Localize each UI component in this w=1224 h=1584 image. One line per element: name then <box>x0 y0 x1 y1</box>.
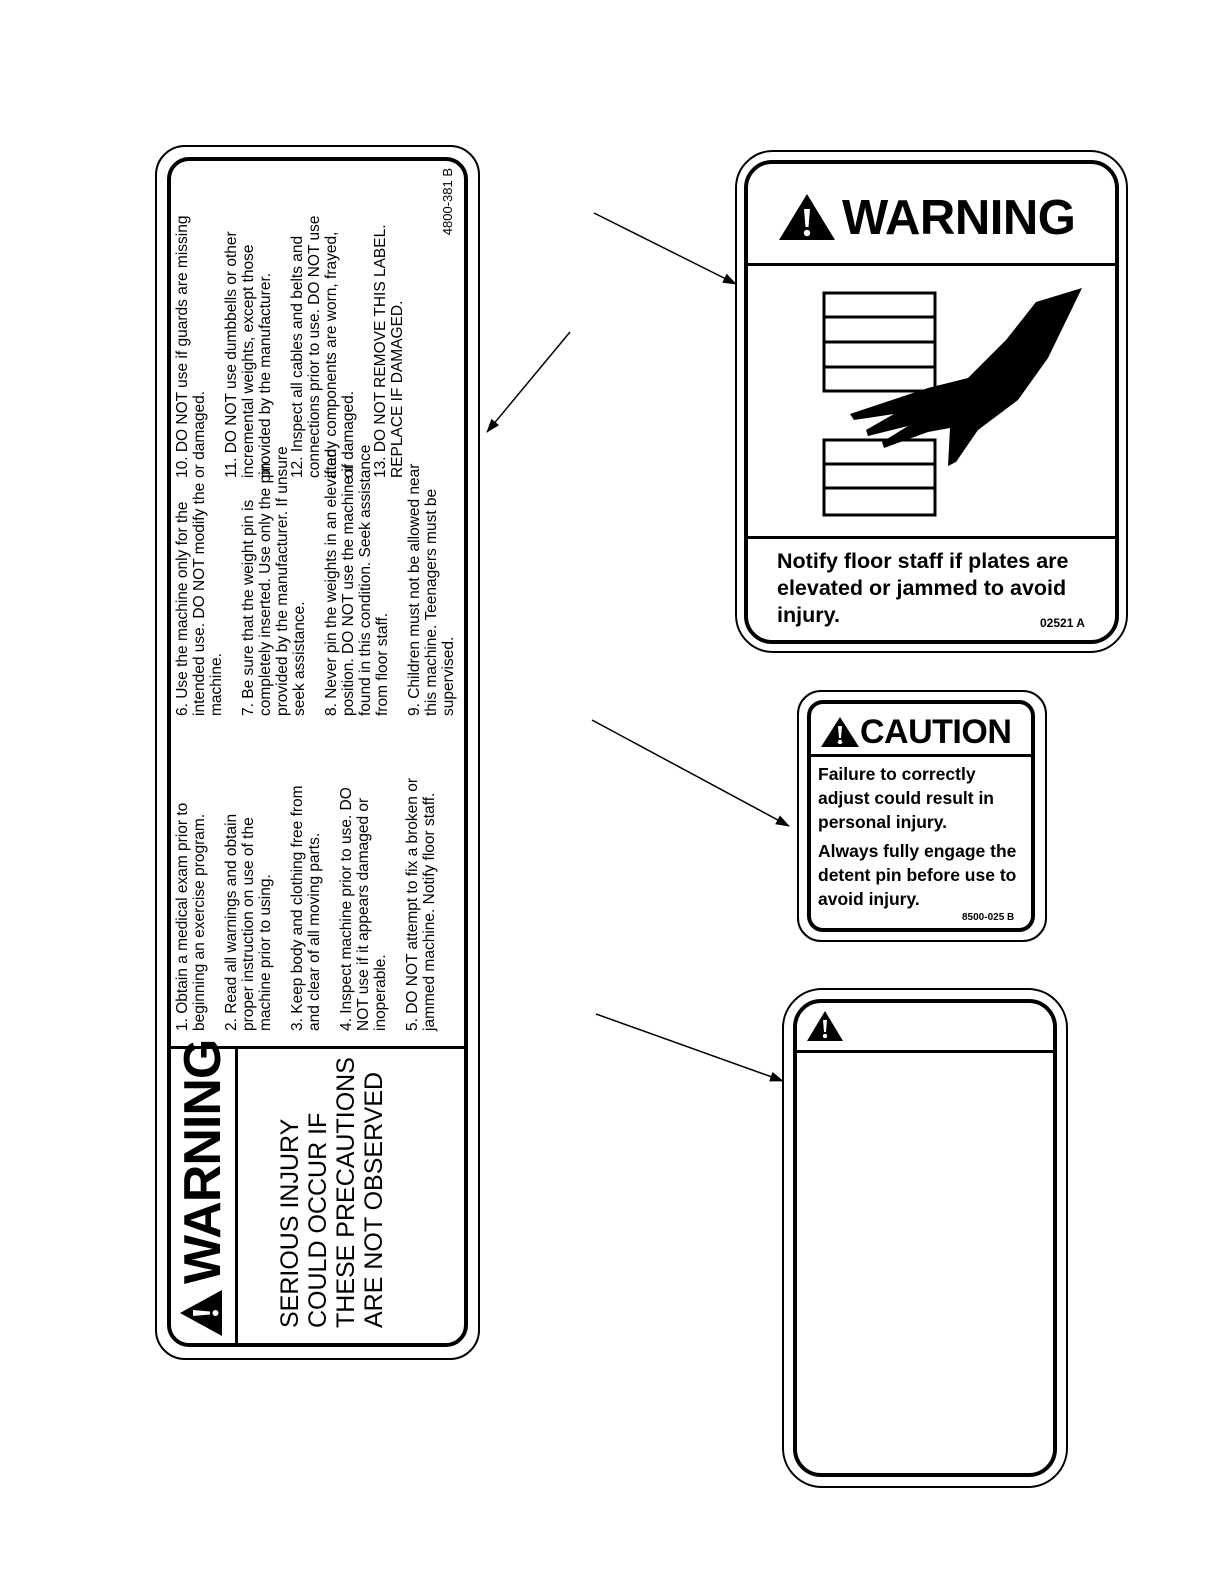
instruction-7: 7. Be sure that the weight pin is completely inserted. Use only the pin provided by the manufacturer. If unsure seek assistance. <box>240 446 308 716</box>
hand-pinch-hazard-icon <box>810 280 1090 520</box>
instruction-9: 9. Children must not be allowed near this machine. Teenagers must be supervised. <box>406 463 457 716</box>
warning-message: Notify floor staff if plates are elevated or jammed to avoid injury. <box>777 549 1069 627</box>
caution-label-divider <box>811 754 1032 757</box>
big-warning-label-content <box>168 158 468 1346</box>
warning-label-divider-top <box>748 263 1115 266</box>
blank-label <box>793 999 1057 1477</box>
instructions-column-1 <box>174 741 453 1031</box>
instruction-3: 3. Keep body and clothing free from and clear of all moving parts. <box>289 785 323 1031</box>
arrow-to-warning-label <box>594 213 736 284</box>
caution-part-number: 8500-025 B <box>962 912 1015 923</box>
instruction-12: 12. Inspect all cables and belts and connections prior to use. DO NOT use if any components are worn, frayed, or damaged. <box>289 215 357 478</box>
warning-signal-word: WARNING <box>842 191 1076 245</box>
big-warning-signal-row <box>168 1039 238 1346</box>
instructions-column-3 <box>174 178 421 478</box>
instruction-11: 11. DO NOT use dumbbells or other incremental weights, except those provided by the manufacturer. <box>223 231 274 478</box>
instruction-4: 4. Inspect machine prior to use. DO NOT use if it appears damaged or inoperable. <box>338 787 389 1031</box>
instruction-10: 10. DO NOT use if guards are missing or damaged. <box>174 215 208 478</box>
warning-triangle-icon <box>778 193 836 241</box>
warning-triangle-icon <box>820 716 860 748</box>
caution-signal-word: CAUTION <box>860 713 1012 751</box>
big-warning-header-panel <box>168 1039 468 1346</box>
instruction-8: 8. Never pin the weights in an elevated position. DO NOT use the machine if found in this condition. Seek assistance from floor staff. <box>323 444 391 716</box>
warning-triangle-icon <box>178 1288 224 1338</box>
instruction-13: 13. DO NOT REMOVE THIS LABEL. REPLACE IF DAMAGED. <box>372 224 406 478</box>
big-label-part-number: 4800-381 B <box>440 168 455 236</box>
blank-label-divider <box>797 1050 1053 1053</box>
warning-triangle-icon <box>806 1010 844 1042</box>
warning-label-divider-bottom <box>748 536 1115 539</box>
instruction-6: 6. Use the machine only for the intended use. DO NOT modify the machine. <box>174 482 225 716</box>
big-warning-header-text: SERIOUS INJURY COULD OCCUR IF THESE PRECAUTIONS ARE NOT OBSERVED <box>276 1057 388 1328</box>
caution-message-1: Failure to correctly adjust could result in personal injury. <box>818 764 994 832</box>
big-warning-signal-word: WARNING <box>174 1039 232 1284</box>
arrow-to-blank-label <box>596 1014 783 1081</box>
warning-part-number: 02521 A <box>1040 616 1085 630</box>
instruction-5: 5. DO NOT attempt to fix a broken or jammed machine. Notify floor staff. <box>404 778 438 1031</box>
arrow-to-big-label <box>487 332 570 432</box>
instruction-2: 2. Read all warnings and obtain proper instruction on use of the machine prior to using. <box>223 813 274 1031</box>
arrow-to-caution-label <box>592 720 789 826</box>
caution-message-2: Always fully engage the detent pin before use to avoid injury. <box>818 841 1017 909</box>
instruction-1: 1. Obtain a medical exam prior to beginning an exercise program. <box>174 802 208 1031</box>
